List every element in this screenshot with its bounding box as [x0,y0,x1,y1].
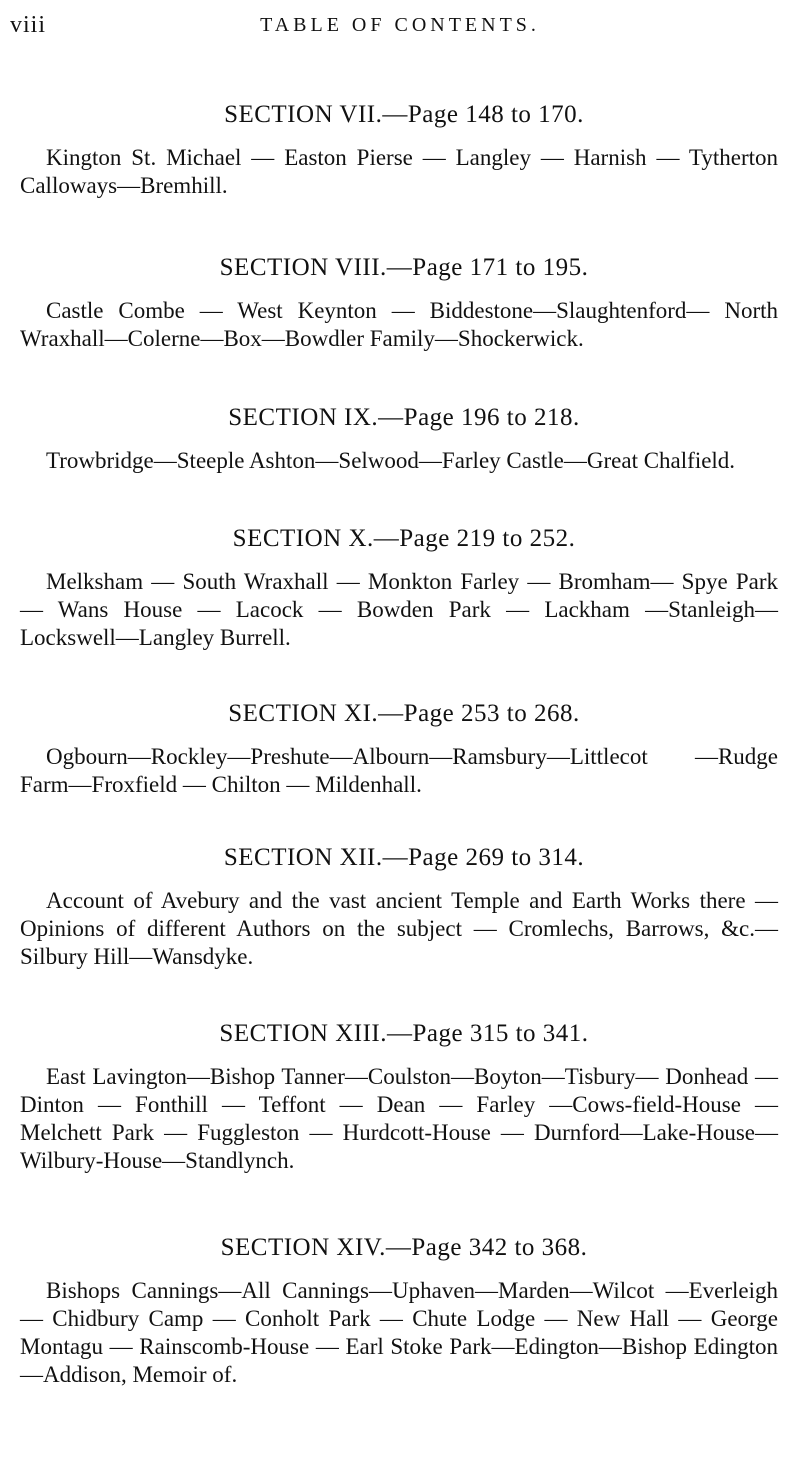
section-contents: East Lavington—Bishop Tanner—Coulston—Boyton—Tisbury— Donhead — Dinton — Fonthill — Teffont — Dean — Farley —Cows-field-House — Melchett Park — Fuggleston — Hurdcott-House — Durnford—Lake-House—Wilbury-House—Standlynch. [20,1064,778,1173]
section-contents: Account of Avebury and the vast ancient Temple and Earth Works there — Opinions of different Authors on the subject — Cromlechs, Barrows, &c.—Silbury Hill—Wansdyke. [20,888,778,969]
section-contents: Castle Combe — West Keynton — Biddestone—Slaughtenford— North Wraxhall—Colerne—Box—Bowdler Family—Shockerwick. [20,298,778,351]
section-contents: Bishops Cannings—All Cannings—Uphaven—Marden—Wilcot —Everleigh — Chidbury Camp — Conholt Park — Chute Lodge — New Hall — George Montagu — Rainscomb-House — Earl Stoke Park—Edington—Bishop Edington—Addison, Memoir of. [20,1278,778,1387]
section-contents: Melksham — South Wraxhall — Monkton Farley — Bromham— Spye Park — Wans House — Lacock — Bowden Park — Lackham —Stanleigh—Lockswell—Langley Burrell. [20,569,778,650]
section-entry [0,100,800,200]
section-contents: Ogbourn—Rockley—Preshute—Albourn—Ramsbury—Littlecot —Rudge Farm—Froxfield — Chilton — Mildenhall. [20,744,778,797]
section-contents: Trowbridge—Steeple Ashton—Selwood—Farley Castle—Great Chalfield. [46,448,736,473]
page-number: viii [10,12,47,38]
section-entry [0,524,800,652]
running-head: TABLE OF CONTENTS. [260,14,540,36]
section-entry [0,403,800,475]
section-heading: SECTION VIII.—Page 171 to 195. [219,254,589,281]
section-entry [0,699,800,799]
section-heading: SECTION XIII.—Page 315 to 341. [219,1020,589,1047]
section-entry [0,843,800,971]
section-heading: SECTION XIV.—Page 342 to 368. [220,1234,588,1261]
table-of-contents [0,100,800,1389]
page-header [0,12,800,42]
section-heading: SECTION VII.—Page 148 to 170. [224,101,584,128]
section-entry [0,1019,800,1175]
section-heading: SECTION IX.—Page 196 to 218. [228,404,580,431]
section-heading: SECTION XI.—Page 253 to 268. [228,700,580,727]
section-heading: SECTION X.—Page 219 to 252. [232,525,576,552]
section-contents: Kington St. Michael — Easton Pierse — Langley — Harnish — Tytherton Calloways—Bremhill. [20,145,778,198]
section-entry [0,1233,800,1389]
section-entry [0,253,800,353]
section-heading: SECTION XII.—Page 269 to 314. [223,844,585,871]
